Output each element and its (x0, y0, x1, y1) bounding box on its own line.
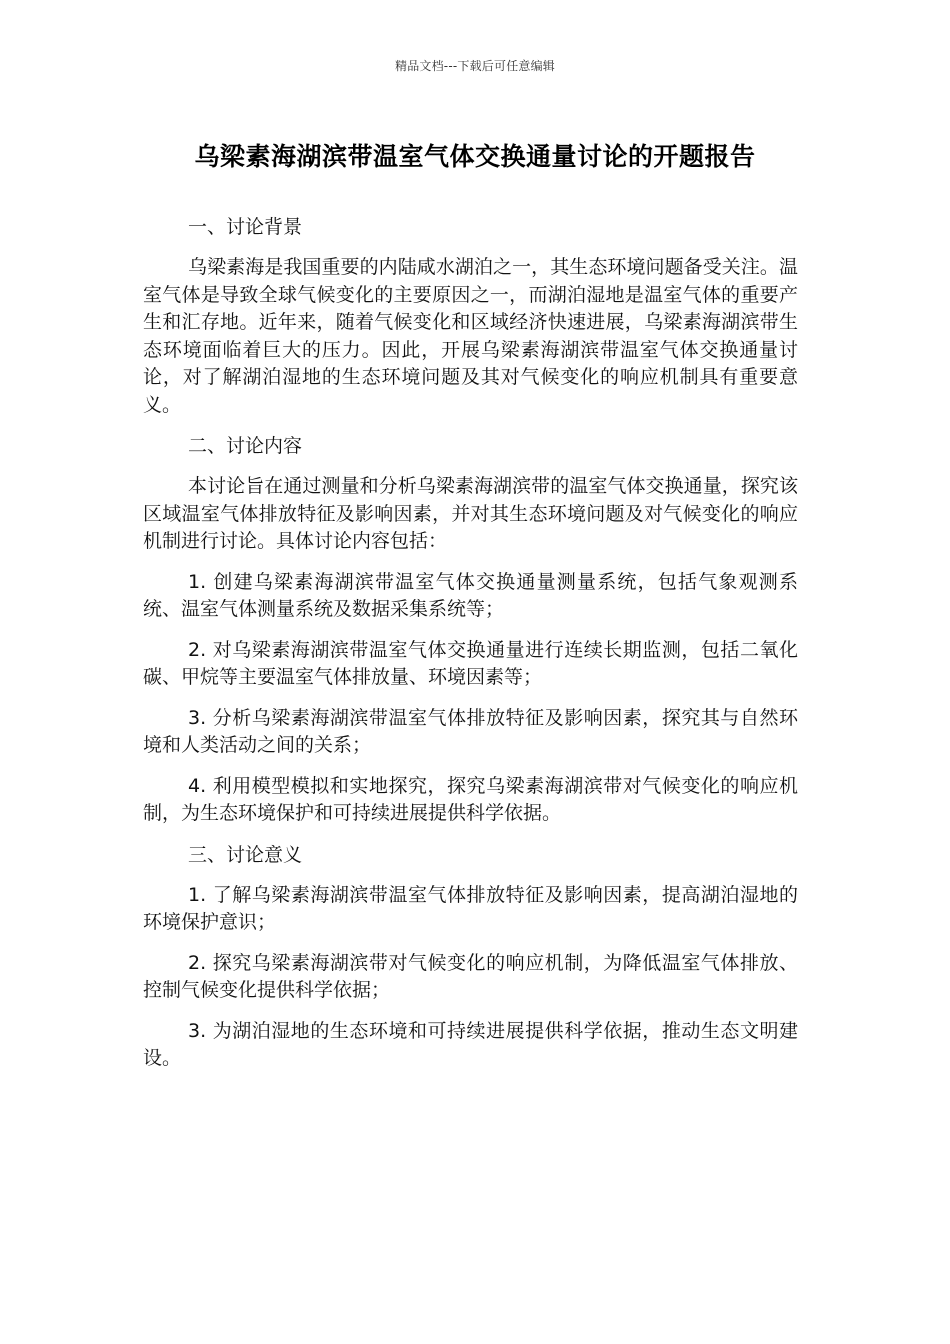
content-item-2: 2. 对乌梁素海湖滨带温室气体交换通量进行连续长期监测，包括二氧化碳、甲烷等主要温室气体排放量、环境因素等； (143, 638, 798, 688)
significance-item-2: 2. 探究乌梁素海湖滨带对气候变化的响应机制，为降低温室气体排放、控制气候变化提供科学依据； (143, 951, 798, 1001)
significance-item-3: 3. 为湖泊湿地的生态环境和可持续进展提供科学依据，推动生态文明建设。 (143, 1019, 798, 1069)
content-intro-paragraph: 本讨论旨在通过测量和分析乌梁素海湖滨带的温室气体交换通量，探究该区域温室气体排放特征及影响因素，并对其生态环境问题及对气候变化的响应机制进行讨论。具体讨论内容包括： (143, 475, 798, 552)
content-item-3: 3. 分析乌梁素海湖滨带温室气体排放特征及影响因素，探究其与自然环境和人类活动之间的关系； (143, 706, 798, 756)
section-heading-content: 二、讨论内容 (188, 435, 303, 457)
document-title: 乌梁素海湖滨带温室气体交换通量讨论的开题报告 (194, 142, 756, 171)
section-heading-background: 一、讨论背景 (188, 216, 303, 238)
document-body (143, 213, 798, 1086)
background-paragraph: 乌梁素海是我国重要的内陆咸水湖泊之一，其生态环境问题备受关注。温室气体是导致全球气候变化的主要原因之一，而湖泊湿地是温室气体的重要产生和汇存地。近年来，随着气候变化和区域经济快速进展，乌梁素海湖滨带生态环境面临着巨大的压力。因此，开展乌梁素海湖滨带温室气体交换通量讨论，对了解湖泊湿地的生态环境问题及其对气候变化的响应机制具有重要意义。 (143, 256, 798, 416)
significance-item-1: 1. 了解乌梁素海湖滨带温室气体排放特征及影响因素，提高湖泊湿地的环境保护意识； (143, 883, 798, 933)
section-heading-significance: 三、讨论意义 (188, 843, 303, 866)
content-item-4: 4. 利用模型模拟和实地探究，探究乌梁素海湖滨带对气候变化的响应机制，为生态环境保护和可持续进展提供科学依据。 (143, 774, 798, 824)
content-item-1: 1. 创建乌梁素海湖滨带温室气体交换通量测量系统，包括气象观测系统、温室气体测量系统及数据采集系统等； (143, 570, 798, 620)
page-header: 精品文档---下载后可任意编辑 (395, 59, 555, 73)
